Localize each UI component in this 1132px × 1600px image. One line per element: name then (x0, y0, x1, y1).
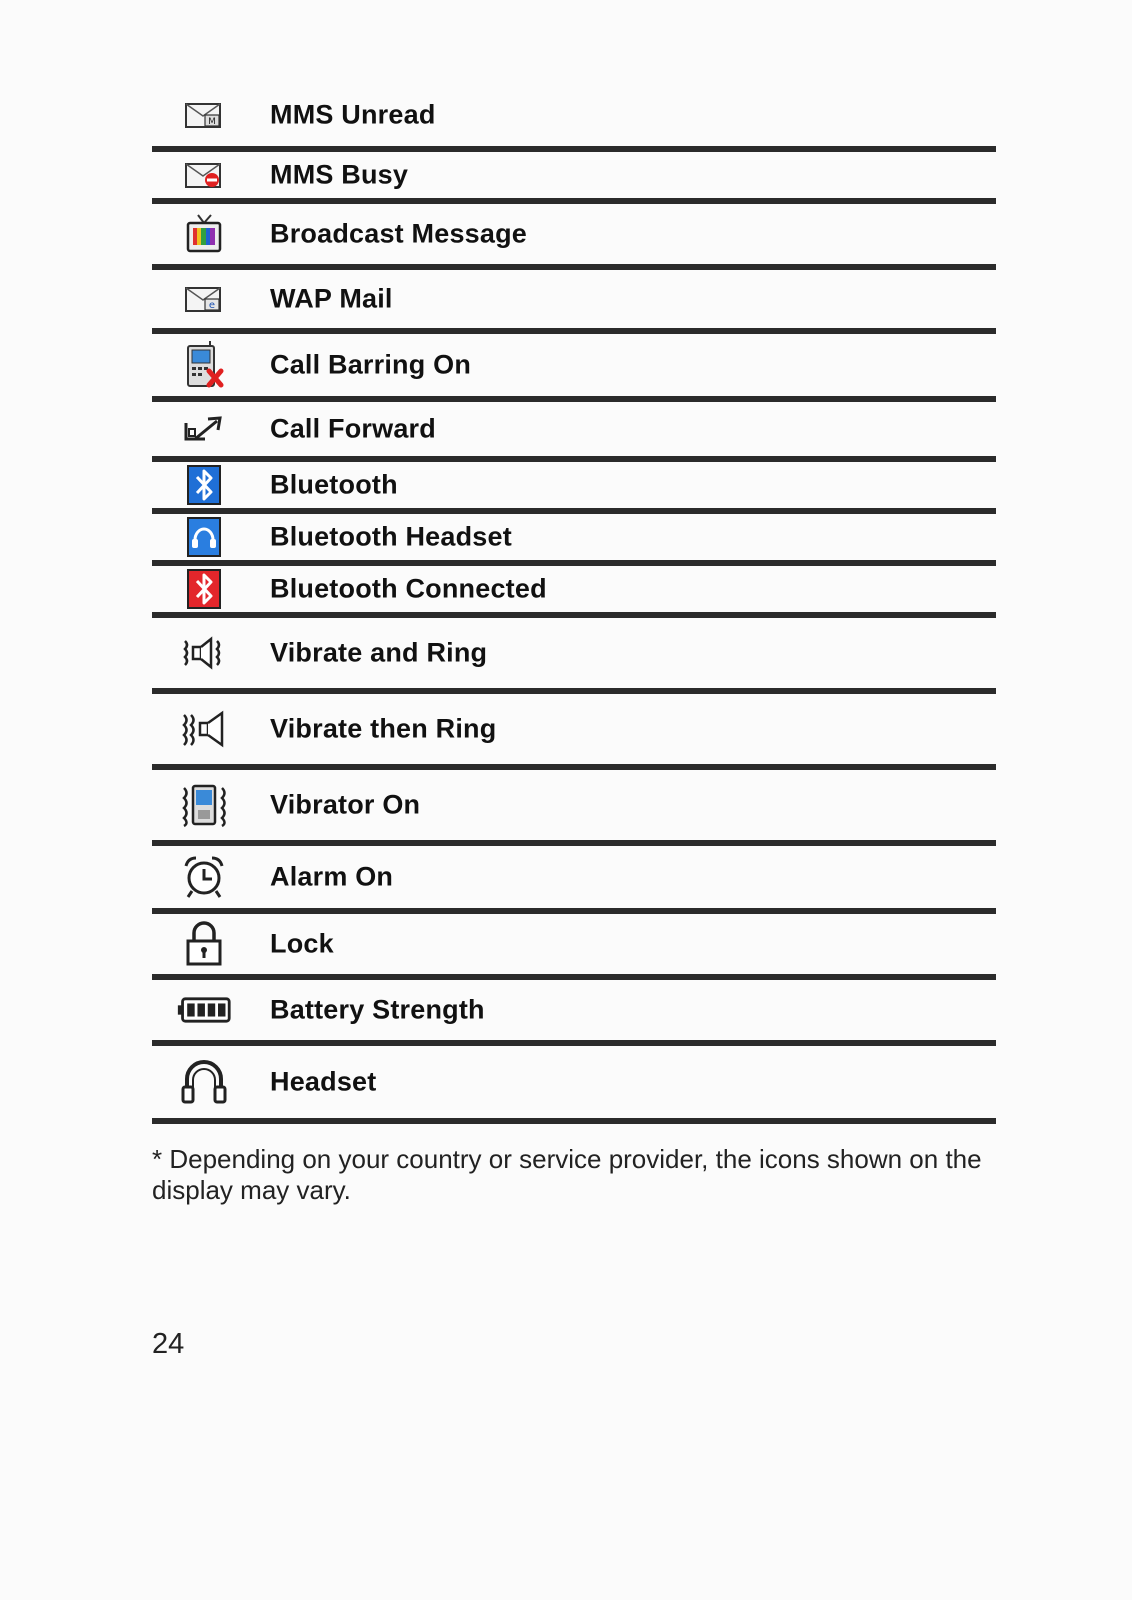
row-label: Bluetooth Headset (270, 521, 512, 552)
row-label: Bluetooth (270, 469, 398, 500)
call-barring-icon (176, 341, 232, 389)
vibrate-and-ring-icon (176, 629, 232, 677)
row-label: WAP Mail (270, 283, 393, 314)
headset-icon (176, 1058, 232, 1106)
row-label: Headset (270, 1066, 377, 1097)
table-row (152, 84, 996, 152)
wap-mail-icon (176, 275, 232, 323)
row-label: MMS Busy (270, 159, 409, 190)
alarm-clock-icon (176, 853, 232, 901)
table-row (152, 618, 996, 694)
broadcast-tv-icon (176, 210, 232, 258)
row-label: Vibrator On (270, 789, 421, 820)
table-row (152, 152, 996, 204)
row-label: MMS Unread (270, 99, 436, 130)
row-label: Broadcast Message (270, 218, 528, 249)
row-label: Call Barring On (270, 349, 472, 380)
table-row (152, 770, 996, 846)
padlock-icon (176, 920, 232, 968)
row-label: Battery Strength (270, 994, 485, 1025)
row-label: Call Forward (270, 413, 436, 444)
row-label: Alarm On (270, 861, 394, 892)
mms-unread-icon (176, 91, 232, 139)
table-row (152, 1046, 996, 1124)
table-row (152, 204, 996, 270)
row-label: Lock (270, 928, 334, 959)
table-row (152, 980, 996, 1046)
table-row (152, 402, 996, 462)
table-row (152, 914, 996, 980)
bluetooth-headset-icon (176, 513, 232, 561)
footnote: * Depending on your country or service provider, the icons shown on the display may vary. (152, 1144, 982, 1205)
table-row (152, 334, 996, 402)
table-row (152, 566, 996, 618)
table-row (152, 846, 996, 914)
page-number: 24 (152, 1328, 185, 1360)
svg-text:M: M (208, 117, 216, 127)
vibrate-then-ring-icon (176, 705, 232, 753)
icon-table (152, 84, 996, 1124)
mms-busy-icon (176, 151, 232, 199)
vibrator-on-icon (176, 781, 232, 829)
bluetooth-connected-icon (176, 565, 232, 613)
table-row (152, 514, 996, 566)
table-row (152, 694, 996, 770)
call-forward-icon (176, 405, 232, 453)
table-row (152, 462, 996, 514)
bluetooth-icon (176, 461, 232, 509)
table-row (152, 270, 996, 334)
row-label: Vibrate and Ring (270, 637, 488, 668)
row-label: Vibrate then Ring (270, 713, 497, 744)
svg-text:e: e (208, 300, 216, 311)
battery-icon (176, 986, 232, 1034)
row-label: Bluetooth Connected (270, 573, 547, 604)
